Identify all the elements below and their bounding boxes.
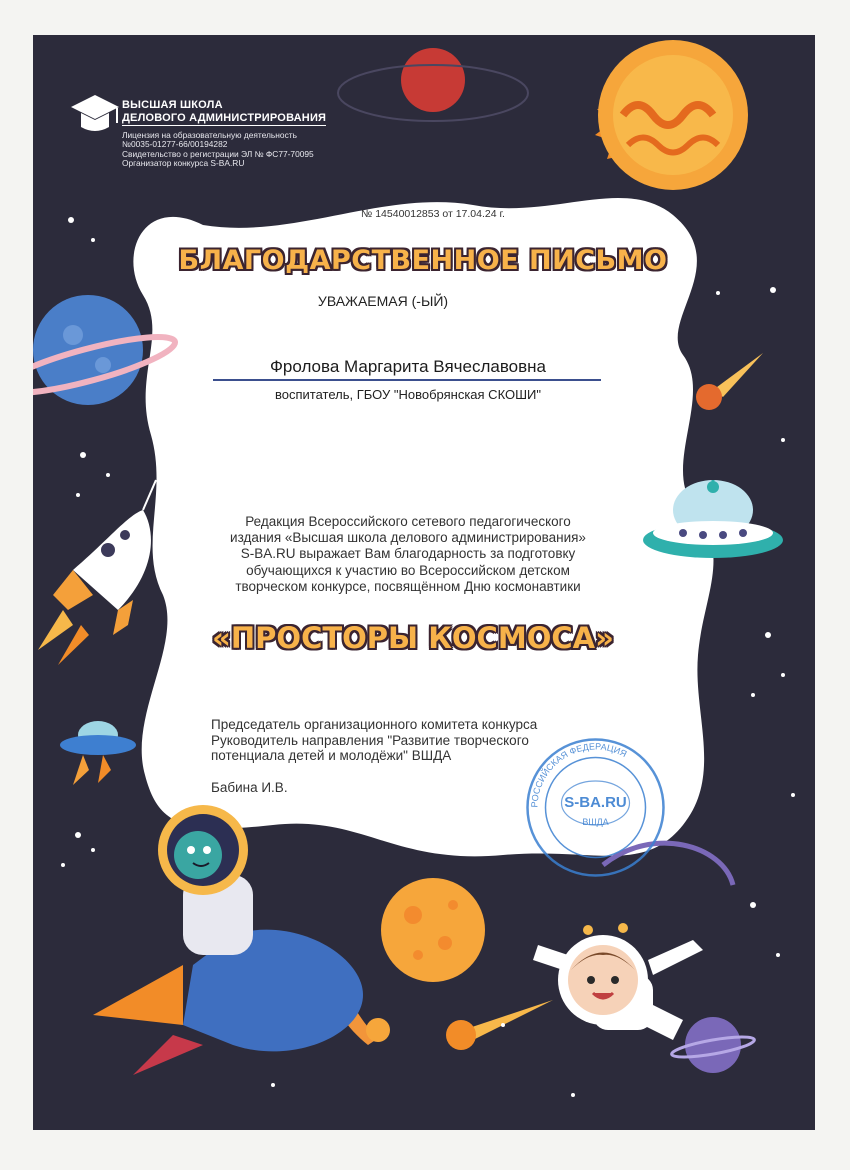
contest-name: «ПРОСТОРЫ КОСМОСА» — [212, 621, 614, 655]
stamp-sub-text: ВШДА — [582, 817, 609, 827]
salutation: УВАЖАЕМАЯ (-ЫЙ) — [317, 293, 449, 309]
body-line: Редакция Всероссийского сетевого педагогического — [245, 514, 571, 529]
registration-text: Свидетельство о регистрации ЭЛ № ФС77-70095 — [122, 148, 314, 159]
body-line: творческом конкурсе, посвящённом Дню космонавтики — [235, 578, 581, 594]
orange-planet — [381, 878, 485, 982]
organization-header — [70, 93, 370, 213]
stamp-outer-text: РОССИЙСКАЯ ФЕДЕРАЦИЯ — [529, 741, 629, 808]
body-line: обучающихся к участию во Всероссийском детском — [246, 562, 570, 578]
purple-planet — [670, 1017, 755, 1073]
comet-right — [696, 353, 763, 410]
recipient-name: Фролова Маргарита Вячеславовна — [269, 357, 547, 376]
organizer-text: Организатор конкурса S-BA.RU — [122, 158, 245, 169]
stamp-center-text: S-BA.RU — [564, 794, 627, 811]
signatory-line: Председатель организационного комитета конкурса — [211, 717, 538, 732]
comet-bottom-center — [446, 1000, 553, 1050]
ufo-left — [60, 721, 136, 785]
organization-details — [122, 131, 314, 169]
recipient-position: воспитатель, ГБОУ "Новобрянская СКОШИ" — [275, 387, 541, 402]
organization-name-line2: ДЕЛОВОГО АДМИНИСТРИРОВАНИЯ — [122, 112, 327, 124]
certificate-sheet — [33, 35, 815, 1130]
signatory-line: Руководитель направления "Развитие творческого — [211, 732, 529, 748]
license-number: №0035-01277-66/00194282 — [122, 139, 228, 150]
astronaut-on-rocket — [93, 805, 363, 1075]
body-line: издания «Высшая школа делового администрирования» — [230, 530, 586, 546]
signatory-name: Бабина И.В. — [211, 779, 288, 795]
body-text — [193, 514, 623, 595]
license-text: Лицензия на образовательную деятельность — [122, 130, 297, 140]
red-planet — [401, 48, 465, 112]
certificate-number: № 14540012853 от 17.04.24 г. — [361, 208, 505, 220]
body-line: S-BA.RU выражает Вам благодарность за подготовку — [240, 546, 576, 562]
signatory-line: потенциала детей и молодёжи" ВШДА — [211, 748, 452, 763]
sun-illustration — [595, 40, 748, 190]
official-stamp — [523, 735, 668, 880]
rocket-left — [38, 480, 156, 665]
organization-name-line1: ВЫСШАЯ ШКОЛА — [122, 99, 223, 111]
document-title: БЛАГОДАРСТВЕННОЕ ПИСЬМО — [178, 245, 668, 276]
organization-name — [122, 99, 326, 126]
name-underline — [213, 379, 601, 381]
